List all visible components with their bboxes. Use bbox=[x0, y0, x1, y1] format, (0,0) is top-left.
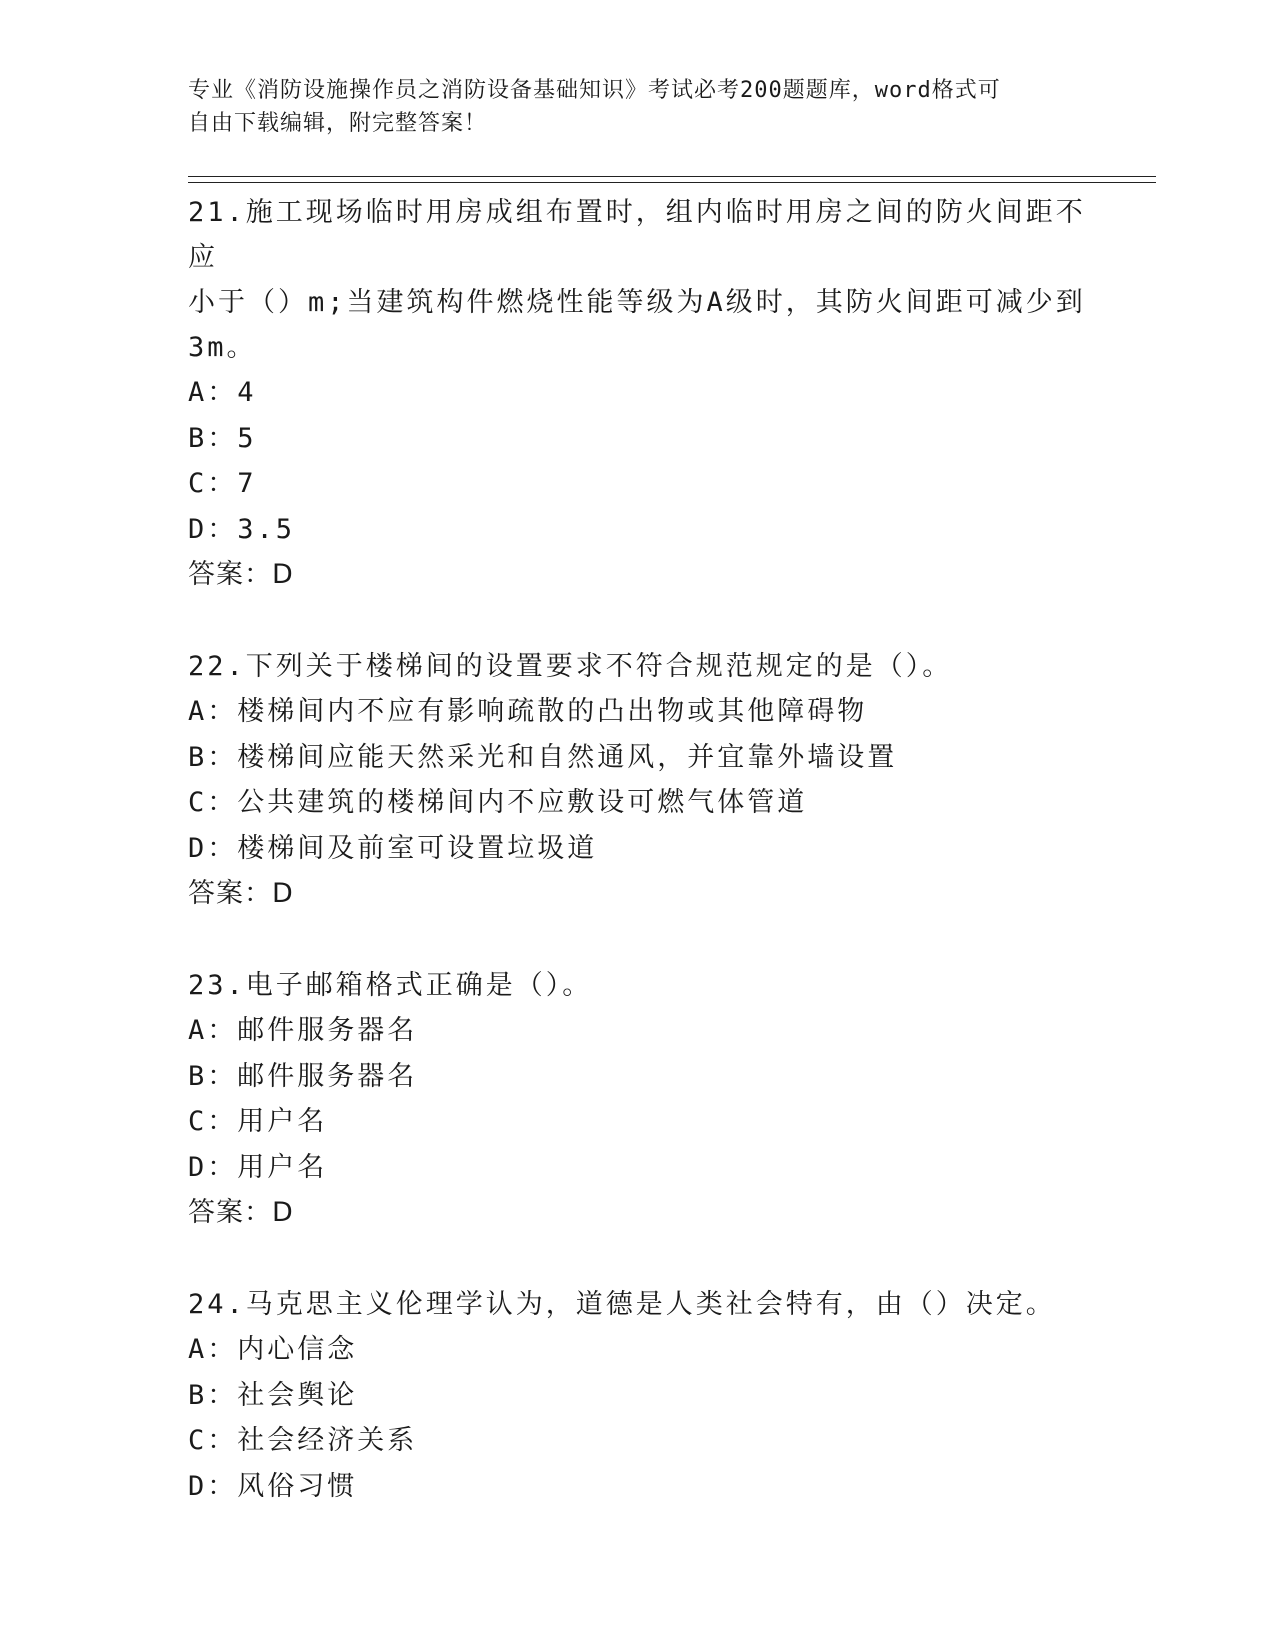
option-b: B：5 bbox=[188, 422, 257, 454]
option-d: D：用户名 bbox=[188, 1151, 328, 1183]
question-23 bbox=[188, 963, 1088, 1236]
question-text-line: 3m。 bbox=[188, 332, 257, 363]
question-text-line: 小于（）m;当建筑构件燃烧性能等级为A级时，其防火间距可减少到 bbox=[188, 287, 1086, 318]
option-d: D：楼梯间及前室可设置垃圾道 bbox=[188, 832, 598, 864]
header-divider-bottom bbox=[188, 182, 1156, 183]
question-21 bbox=[188, 190, 1088, 598]
header-line-1: 专业《消防设施操作员之消防设备基础知识》考试必考200题题库，word格式可 bbox=[188, 78, 1001, 103]
option-b: B：邮件服务器名 bbox=[188, 1060, 418, 1092]
option-c: C：7 bbox=[188, 468, 257, 499]
question-text-line: 21.施工现场临时用房成组布置时，组内临时用房之间的防火间距不应 bbox=[188, 197, 1086, 273]
question-24 bbox=[188, 1282, 1088, 1509]
answer: 答案：D bbox=[188, 1197, 294, 1228]
document-header bbox=[188, 74, 1068, 140]
option-c: C：公共建筑的楼梯间内不应敷设可燃气体管道 bbox=[188, 787, 808, 818]
option-a: A：4 bbox=[188, 377, 257, 408]
header-line-2: 自由下载编辑，附完整答案！ bbox=[188, 111, 488, 136]
answer: 答案：D bbox=[188, 559, 294, 590]
answer: 答案：D bbox=[188, 878, 294, 909]
question-text-line: 24.马克思主义伦理学认为，道德是人类社会特有，由（）决定。 bbox=[188, 1289, 1056, 1320]
header-divider-top bbox=[188, 176, 1156, 177]
option-c: C：用户名 bbox=[188, 1106, 328, 1137]
option-d: D：3.5 bbox=[188, 513, 296, 545]
option-a: A：邮件服务器名 bbox=[188, 1015, 418, 1046]
option-c: C：社会经济关系 bbox=[188, 1425, 418, 1456]
question-text-line: 22.下列关于楼梯间的设置要求不符合规范规定的是（）。 bbox=[188, 651, 953, 682]
option-b: B：楼梯间应能天然采光和自然通风，并宜靠外墙设置 bbox=[188, 741, 898, 773]
option-d: D：风俗习惯 bbox=[188, 1470, 358, 1502]
option-a: A：内心信念 bbox=[188, 1334, 358, 1365]
option-b: B：社会舆论 bbox=[188, 1379, 358, 1411]
option-a: A：楼梯间内不应有影响疏散的凸出物或其他障碍物 bbox=[188, 696, 868, 727]
question-22 bbox=[188, 644, 1088, 917]
question-list bbox=[188, 190, 1088, 1555]
question-text-line: 23.电子邮箱格式正确是（）。 bbox=[188, 970, 593, 1001]
